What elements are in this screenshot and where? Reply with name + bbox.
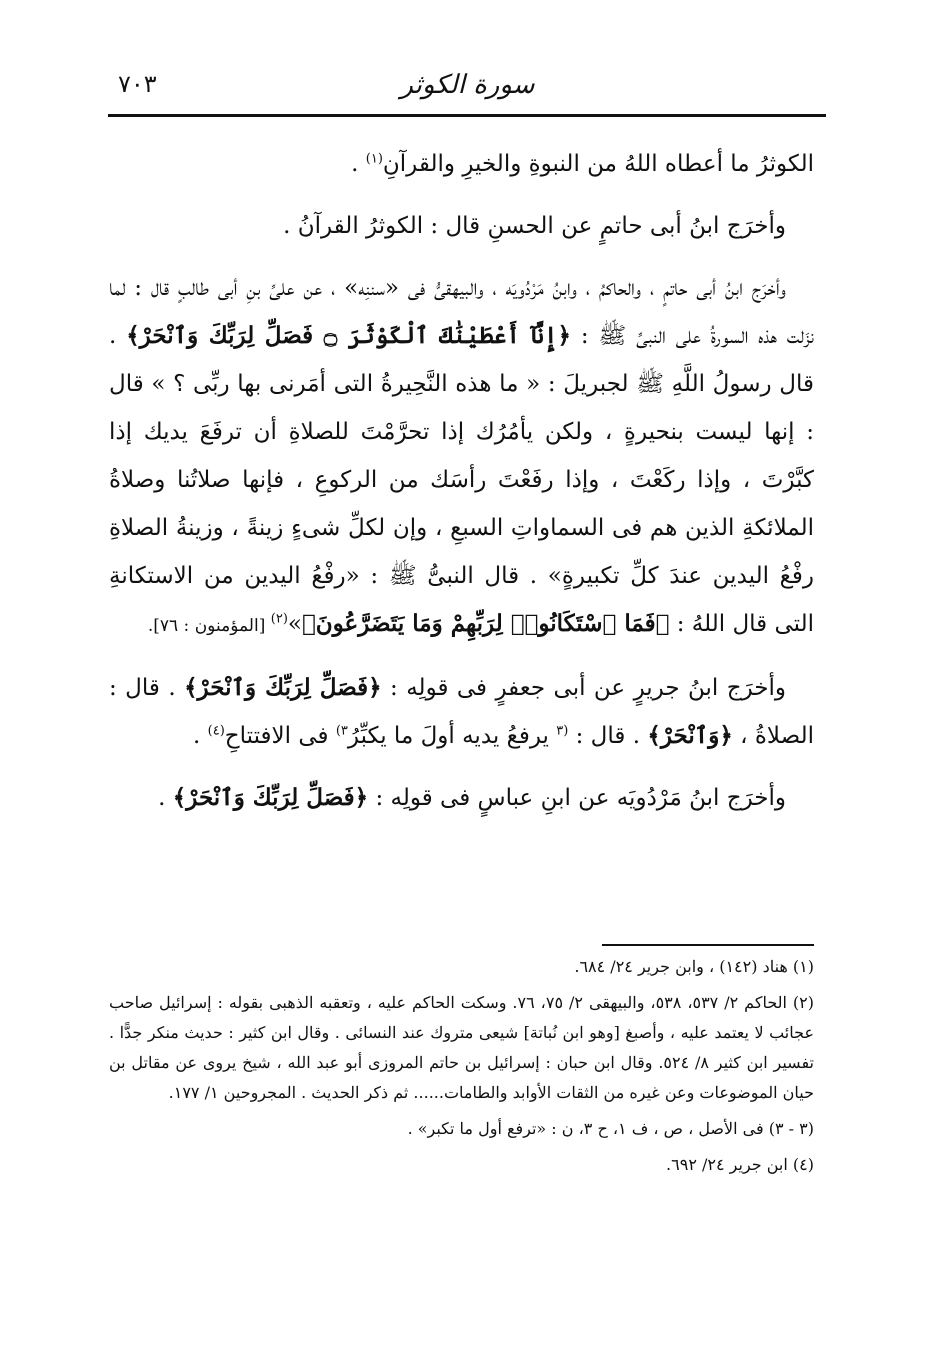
paragraph-4-text-e: فى الافتتاحِ [224,723,336,749]
paragraph-4-text-b: . قال : الصلاةُ ، [109,675,814,749]
footnote-1: (١) هناد (١٤٢) ، وابن جرير ٢٤/ ٦٨٤. [574,957,814,976]
quran-verse: ﴿فَمَا ٱسْتَكَانُوا۟ لِرَبِّهِمْ وَمَا يَتَضَرَّعُونَ﴾ [301,610,670,637]
paragraph-5-text: وأخرَج ابنُ مَرْدُويَه عن ابنِ عباسٍ فى قولِه : [368,785,786,811]
footnotes [109,952,814,1186]
main-text [109,140,814,836]
footnote-ref-1: (١) [365,151,383,167]
quran-verse: ﴿فَصَلِّ لِرَبِّكَ وَٱنْحَرْ﴾ [184,674,382,701]
paragraph-1-end: . [351,151,366,177]
quran-verse: ﴿وَٱنْحَرْ﴾ [647,722,733,749]
footnote-rule [602,944,814,946]
footnote-ref-4: (٤) [207,723,225,739]
paragraph-3-text-a: وأخرَج ابنُ أبى حاتمٍ ، والحاكمُ ، وابنُ مَرْدُويَه ، والبيهقىُّ فى «سننِه» ، عن علىِّ بنِ أبى طالبٍ قال : لما نزَلت هذه السورةُ على النبىِّ ﷺ : [109,275,815,349]
footnote-ref-3-close: ٣) [335,723,348,739]
paragraph-4-text-d: يرفعُ يديه أولَ ما يكبِّرُ [347,723,557,749]
paragraph-5 [109,774,814,822]
paragraph-1 [109,140,814,188]
paragraph-4-end: . [193,723,208,749]
paragraph-4-text-c: . قال : [568,723,648,749]
page-number: ٧٠٣ [118,70,157,98]
header-rule [108,114,826,117]
paragraph-3-text-b: . قال رسولُ اللَّهِ ﷺ لجبريلَ : « ما هذه النَّحِيرةُ التى أمَرنى بها ربِّى ؟ » قال : إنها ليست بنحيرةٍ ، ولكن يأمُرُك إذا تحرَّمْتَ للصلاةِ أن ترفَعَ يديك إذا كبَّرْتَ ، وإذا ركَعْتَ ، وإذا رفَعْتَ رأسَك من الركوعِ ، فإنها صلاتُنا وصلاةُ الملائكةِ الذين هم فى السماواتِ السبعِ ، وإن لكلِّ شىءٍ زينةً ، وزينةُ الصلاةِ رفْعُ اليدين عندَ كلِّ تكبيرةٍ» . قال النبىُّ ﷺ : «رفْعُ اليدين من الاستكانةِ التى قال اللهُ : [109,323,814,637]
paragraph-2: وأخرَج ابنُ أبى حاتمٍ عن الحسنِ قال : الكوثرُ القرآنُ . [283,213,786,239]
paragraph-4-text-a: وأخرَج ابنُ جريرٍ عن أبى جعفرٍ فى قولِه : [381,675,786,701]
paragraph-1-text: الكوثرُ ما أعطاه اللهُ من النبوةِ والخيرِ والقرآنِ [382,151,814,177]
footnote-ref-2: (٢) [270,611,288,627]
footnote-4: (٤) ابن جرير ٢٤/ ٦٩٢. [666,1155,814,1174]
paragraph-3-text-c: » [287,611,302,637]
footnote-3: (٣ - ٣) فى الأصل ، ص ، ف ١، ح ٣، ن : «ترفع أول ما تكبر» . [407,1119,814,1138]
paragraph-3 [109,264,814,650]
running-header [110,60,825,106]
paragraph-5-end: . [158,785,173,811]
surah-title: سورة الكوثر [400,70,535,100]
footnote-ref-3-open: (٣ [556,723,569,739]
quran-verse: ﴿فَصَلِّ لِرَبِّكَ وَٱنْحَرْ﴾ [172,784,369,811]
paragraph-4 [109,664,814,760]
footnote-2: (٢) الحاكم ٢/ ٥٣٧، ٥٣٨، والبيهقى ٢/ ٧٥، ٧٦. وسكت الحاكم عليه ، وتعقبه الذهبى بقوله : إسرائيل صاحب عجائب لا يعتمد عليه ، وأصبغ [وهو ابن نُباتة] شيعى متروك عند النسائى . وقال ابن كثير : حديث منكر جدًّا . تفسير ابن كثير ٨/ ٥٢٤. وقال ابن حبان : إسرائيل بن حاتم المروزى أبو عبد الله ، شيخ يروى عن مقاتل بن حيان الموضوعات وعن غيره من الثقات الأوابد والطامات...... ثم ذكر الحديث . المجروحين ١/ ١٧٧. [109,993,815,1102]
quran-citation: [المؤمنون : ٧٦]. [147,616,271,636]
quran-verse: ﴿إِنَّآ أَعْطَيْنَٰكَ ٱلْكَوْثَرَ ۝ فَصَلِّ لِرَبِّكَ وَٱنْحَرْ﴾ [126,322,572,349]
